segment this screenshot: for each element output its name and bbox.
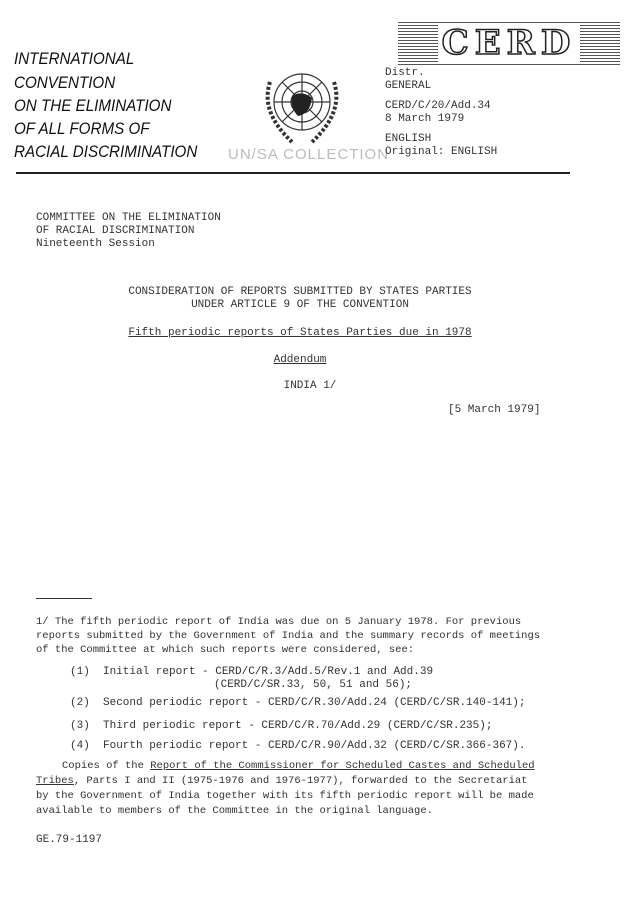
session: Nineteenth Session <box>36 238 155 250</box>
document-symbol: CERD/C/20/Add.34 <box>385 100 491 112</box>
distr-value: GENERAL <box>385 80 432 92</box>
distr-label: Distr. <box>385 67 425 79</box>
copies-line <box>62 760 535 772</box>
report-title: Tribes <box>36 775 74 787</box>
convention-title-line: INTERNATIONAL <box>14 50 135 68</box>
footnote-line: of the Committee at which such reports were considered, see: <box>36 644 415 656</box>
report-item-number: (3) <box>70 720 90 732</box>
report-item-cont: (CERD/C/SR.33, 50, 51 and 56); <box>214 679 413 691</box>
language: ENGLISH <box>385 133 432 145</box>
un-emblem-icon <box>254 62 350 152</box>
committee-line: OF RACIAL DISCRIMINATION <box>36 225 195 237</box>
report-item: Third periodic report - CERD/C/R.70/Add.29 (CERD/C/SR.235); <box>103 720 493 732</box>
footnote-line: reports submitted by the Government of India and the summary records of meetings <box>36 630 541 642</box>
convention-title-line: CONVENTION <box>14 74 116 92</box>
copies-prefix: Copies of the <box>62 760 151 772</box>
convention-title-line: RACIAL DISCRIMINATION <box>14 143 198 161</box>
subtitle: Fifth periodic reports of States Parties due in 1978 <box>128 327 472 339</box>
report-item-number: (2) <box>70 697 90 709</box>
footnote-line: 1/ The fifth periodic report of India was due on 5 January 1978. For previous <box>36 616 522 628</box>
collection-stamp: UN/SA COLLECTION <box>228 146 390 163</box>
cerd-logo: CERD <box>398 20 620 66</box>
convention-title-line: ON THE ELIMINATION <box>14 97 172 115</box>
document-title: CONSIDERATION OF REPORTS SUBMITTED BY STATES PARTIES <box>128 286 472 298</box>
report-item-number: (1) <box>70 666 90 678</box>
job-number: GE.79-1197 <box>36 834 103 846</box>
convention-title-line: OF ALL FORMS OF <box>14 120 150 138</box>
report-item: Second periodic report - CERD/C/R.30/Add.24 (CERD/C/SR.140-141); <box>103 697 526 709</box>
copies-line: by the Government of India together with its fifth periodic report will be made <box>36 790 534 802</box>
report-item: Fourth periodic report - CERD/C/R.90/Add.32 (CERD/C/SR.366-367). <box>103 740 526 752</box>
copies-line: available to members of the Committee in the original language. <box>36 805 433 817</box>
document-date: 8 March 1979 <box>385 113 465 125</box>
submission-date: [5 March 1979] <box>448 404 541 416</box>
header-rule <box>16 172 570 174</box>
committee-line: COMMITTEE ON THE ELIMINATION <box>36 212 221 224</box>
original-language: Original: ENGLISH <box>385 146 498 158</box>
copies-line <box>36 775 528 787</box>
report-title: Report of the Commissioner for Scheduled Castes and Scheduled <box>150 760 535 772</box>
report-item: Initial report - CERD/C/R.3/Add.5/Rev.1 and Add.39 <box>103 666 434 678</box>
copies-text: , Parts I and II (1975-1976 and 1976-1977), forwarded to the Secretariat <box>73 775 528 787</box>
footnote-rule <box>36 598 92 599</box>
addendum: Addendum <box>273 354 327 366</box>
report-item-number: (4) <box>70 740 90 752</box>
country: INDIA 1/ <box>283 380 337 392</box>
document-title: UNDER ARTICLE 9 OF THE CONVENTION <box>191 299 409 311</box>
